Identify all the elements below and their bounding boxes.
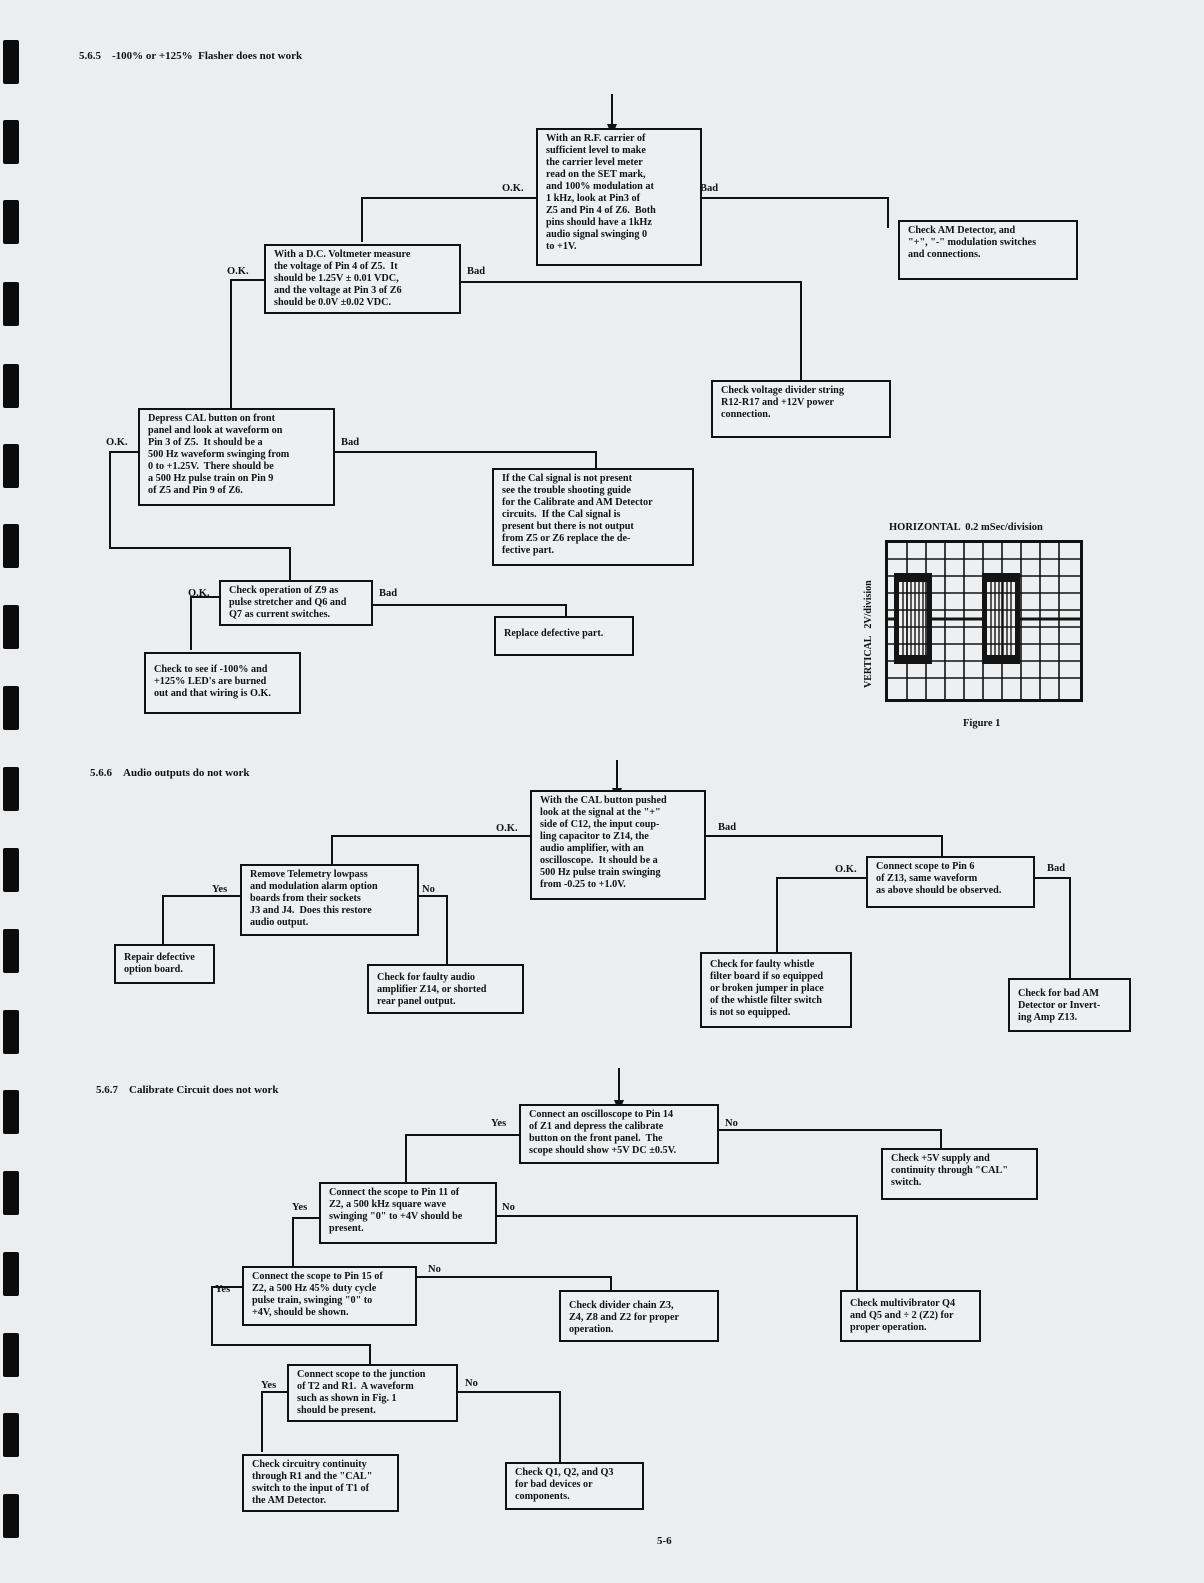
ok-label: O.K. (227, 266, 249, 277)
bad-label: Bad (718, 822, 737, 833)
yes-label: Yes (491, 1118, 507, 1129)
step-scope-pin15-z2: Connect the scope to Pin 15 of Z2, a 500 Hz 45% duty cycle pulse train, swinging "0" to +4V, should be shown. (242, 1266, 417, 1326)
step-check-audio-amp: Check for faulty audio amplifier Z14, or shorted rear panel output. (367, 964, 524, 1014)
no-label: No (465, 1378, 478, 1389)
step-scope-pin6-z13: Connect scope to Pin 6 of Z13, same waveform as above should be observed. (866, 856, 1035, 908)
figure-horizontal-scale: HORIZONTAL 0.2 mSec/division (889, 522, 1043, 533)
figure-caption: Figure 1 (963, 718, 1001, 729)
bad-label: Bad (700, 183, 719, 194)
bad-label: Bad (379, 588, 398, 599)
bad-label: Bad (1047, 863, 1066, 874)
step-check-leds: Check to see if -100% and +125% LED's are burned out and that wiring is O.K. (144, 652, 301, 714)
section-number: 5.6.7 (96, 1084, 118, 1096)
step-oscilloscope-pin14-z1: Connect an oscilloscope to Pin 14 of Z1 and depress the calibrate button on the front panel. The scope should show +5V DC ±0.5V. (519, 1104, 719, 1164)
yes-label: Yes (212, 884, 228, 895)
step-check-z9: Check operation of Z9 as pulse stretcher and Q6 and Q7 as current switches. (219, 580, 373, 626)
section-heading-5-6-5 (79, 50, 302, 62)
waveform-trace (888, 543, 1080, 699)
yes-label: Yes (292, 1202, 308, 1213)
ok-label: O.K. (188, 588, 210, 599)
step-dc-voltmeter: With a D.C. Voltmeter measure the voltage of Pin 4 of Z5. It should be 1.25V ± 0.01 VDC, and the voltage at Pin 3 of Z6 should be 0.0V ±0.02 VDC. (264, 244, 461, 314)
section-title: Calibrate Circuit does not work (129, 1084, 279, 1096)
step-check-5v-supply: Check +5V supply and continuity through "CAL" switch. (881, 1148, 1038, 1200)
yes-label: Yes (215, 1284, 231, 1295)
step-check-am-detector: Check AM Detector, and "+", "-" modulation switches and connections. (898, 220, 1078, 280)
no-label: No (422, 884, 435, 895)
no-label: No (725, 1118, 738, 1129)
yes-label: Yes (261, 1380, 277, 1391)
step-check-divider-chain: Check divider chain Z3, Z4, Z8 and Z2 for proper operation. (559, 1290, 719, 1342)
step-cal-button-c12: With the CAL button pushed look at the signal at the "+" side of C12, the input coup- ling capacitor to Z14, the audio amplifier, with an oscilloscope. It should be a 500 Hz pulse train swinging from -0.25 to +1.0V. (530, 790, 706, 900)
ok-label: O.K. (106, 437, 128, 448)
ok-label: O.K. (496, 823, 518, 834)
no-label: No (428, 1264, 441, 1275)
step-replace-defective: Replace defective part. (494, 616, 634, 656)
section-heading-5-6-6 (90, 767, 250, 779)
step-check-q1-q3: Check Q1, Q2, and Q3 for bad devices or components. (505, 1462, 644, 1510)
step-rf-carrier-check: With an R.F. carrier of sufficient level to make the carrier level meter read on the SET mark, and 100% modulation at 1 kHz, look at Pin3 of Z5 and Pin 4 of Z6. Both pins should have a 1kHz audio signal swinging 0 to +1V. (536, 128, 702, 266)
section-title: -100% or +125% Flasher does not work (112, 50, 303, 62)
step-whistle-filter: Check for faulty whistle filter board if so equipped or broken jumper in place of the whistle filter switch is not so equipped. (700, 952, 852, 1028)
section-number: 5.6.6 (90, 767, 112, 779)
bad-label: Bad (341, 437, 360, 448)
step-check-multivibrator: Check multivibrator Q4 and Q5 and ÷ 2 (Z2) for proper operation. (840, 1290, 981, 1342)
step-cal-signal-missing: If the Cal signal is not present see the trouble shooting guide for the Calibrate and AM Detector circuits. If the Cal signal is present but there is not output from Z5 or Z6 replace the de- fective part. (492, 468, 694, 566)
oscilloscope-graticule (885, 540, 1083, 702)
ok-label: O.K. (502, 183, 524, 194)
section-title: Audio outputs do not work (123, 767, 250, 779)
no-label: No (502, 1202, 515, 1213)
step-depress-cal: Depress CAL button on front panel and look at waveform on Pin 3 of Z5. It should be a 500 Hz waveform swinging from 0 to +1.25V. There should be a 500 Hz pulse train on Pin 9 of Z5 and Pin 9 of Z6. (138, 408, 335, 506)
step-scope-t2-r1: Connect scope to the junction of T2 and R1. A waveform such as shown in Fig. 1 should be present. (287, 1364, 458, 1422)
step-repair-option-board: Repair defective option board. (114, 944, 215, 984)
ok-label: O.K. (835, 864, 857, 875)
step-check-circuitry-r1: Check circuitry continuity through R1 and the "CAL" switch to the input of T1 of the AM Detector. (242, 1454, 399, 1512)
step-remove-telemetry: Remove Telemetry lowpass and modulation alarm option boards from their sockets J3 and J4. Does this restore audio output. (240, 864, 419, 936)
figure-vertical-scale: VERTICAL 2V/division (863, 580, 874, 688)
section-heading-5-6-7 (96, 1084, 279, 1096)
bad-label: Bad (467, 266, 486, 277)
step-voltage-divider: Check voltage divider string R12-R17 and +12V power connection. (711, 380, 891, 438)
step-bad-am-detector: Check for bad AM Detector or Invert- ing Amp Z13. (1008, 978, 1131, 1032)
page-number: 5-6 (657, 1535, 672, 1547)
section-number: 5.6.5 (79, 50, 101, 62)
step-scope-pin11-z2: Connect the scope to Pin 11 of Z2, a 500 kHz square wave swinging "0" to +4V should be present. (319, 1182, 497, 1244)
